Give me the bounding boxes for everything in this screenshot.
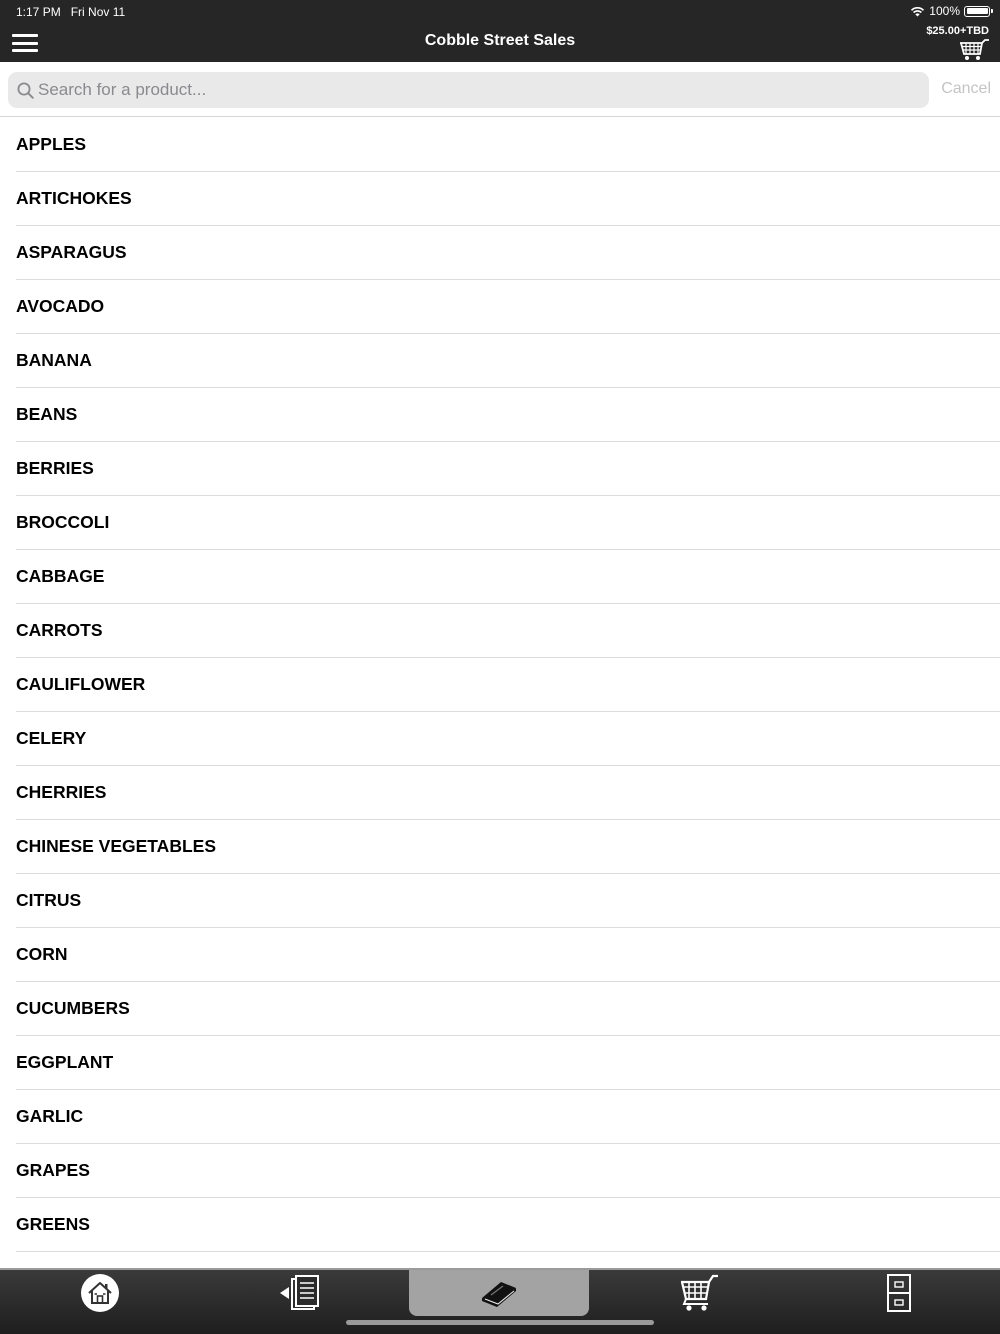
list-item[interactable] (16, 982, 1000, 1036)
cart-icon[interactable] (958, 38, 990, 62)
tab-home[interactable] (10, 1270, 190, 1316)
list-item[interactable] (16, 226, 1000, 280)
list-item[interactable] (16, 712, 1000, 766)
status-clock: 1:17 PM (16, 5, 61, 19)
list-item-label: CITRUS (16, 890, 82, 910)
status-right (910, 4, 990, 18)
status-time (16, 5, 125, 19)
list-item-label: APPLES (16, 134, 87, 154)
cart-icon (678, 1273, 720, 1313)
list-item-label: CABBAGE (16, 566, 105, 586)
list-item-label: BANANA (16, 350, 92, 370)
list-item-label: AVOCADO (16, 296, 105, 316)
tab-cabinet[interactable] (809, 1270, 989, 1316)
list-item[interactable] (16, 658, 1000, 712)
cart-total[interactable]: $25.00+TBD (926, 25, 989, 37)
list-item[interactable] (16, 1198, 1000, 1252)
search-bar (0, 62, 1000, 117)
cancel-button[interactable]: Cancel (941, 80, 991, 97)
orders-icon (278, 1273, 322, 1313)
battery-percent: 100% (929, 4, 960, 18)
list-item-label: GARLIC (16, 1106, 84, 1126)
list-item-label: CHINESE VEGETABLES (16, 836, 216, 856)
list-item-label: CHERRIES (16, 782, 107, 802)
list-item-label: BEANS (16, 404, 78, 424)
list-item[interactable] (16, 388, 1000, 442)
list-item-label: BROCCOLI (16, 512, 110, 532)
list-item-label: CORN (16, 944, 68, 964)
list-item-label: CAULIFLOWER (16, 674, 146, 694)
list-item-label: ASPARAGUS (16, 242, 127, 262)
list-item-label: CARROTS (16, 620, 103, 640)
status-date: Fri Nov 11 (70, 5, 126, 19)
list-item[interactable] (16, 118, 1000, 172)
wifi-icon (910, 6, 925, 17)
list-item-label: GRAPES (16, 1160, 90, 1180)
list-item[interactable] (16, 1144, 1000, 1198)
list-item[interactable] (16, 496, 1000, 550)
top-bar (0, 0, 1000, 62)
cabinet-icon (886, 1273, 912, 1313)
tab-catalog[interactable] (409, 1270, 589, 1316)
list-item-label: EGGPLANT (16, 1052, 114, 1072)
list-item[interactable] (16, 928, 1000, 982)
list-item[interactable] (16, 334, 1000, 388)
catalog-book-icon (479, 1276, 519, 1310)
category-list (0, 118, 1000, 1268)
battery-icon (964, 6, 990, 17)
list-item[interactable] (16, 820, 1000, 874)
app-title: Cobble Street Sales (424, 32, 576, 49)
search-box[interactable] (8, 72, 929, 108)
home-icon (81, 1274, 119, 1312)
search-input[interactable] (38, 72, 918, 108)
tab-orders[interactable] (210, 1270, 390, 1316)
list-item[interactable] (16, 172, 1000, 226)
list-item[interactable] (16, 1090, 1000, 1144)
list-item[interactable] (16, 604, 1000, 658)
list-item[interactable] (16, 442, 1000, 496)
list-item-label: GREENS (16, 1214, 90, 1234)
list-item-label: BERRIES (16, 458, 94, 478)
list-item[interactable] (16, 280, 1000, 334)
home-indicator (346, 1320, 654, 1325)
list-item[interactable] (16, 550, 1000, 604)
list-item[interactable] (16, 766, 1000, 820)
tab-cart[interactable] (609, 1270, 789, 1316)
list-item-label: CELERY (16, 728, 87, 748)
list-item-label: CUCUMBERS (16, 998, 130, 1018)
list-item[interactable] (16, 1036, 1000, 1090)
list-item-label: ARTICHOKES (16, 188, 132, 208)
search-icon (17, 82, 34, 99)
list-item[interactable] (16, 874, 1000, 928)
